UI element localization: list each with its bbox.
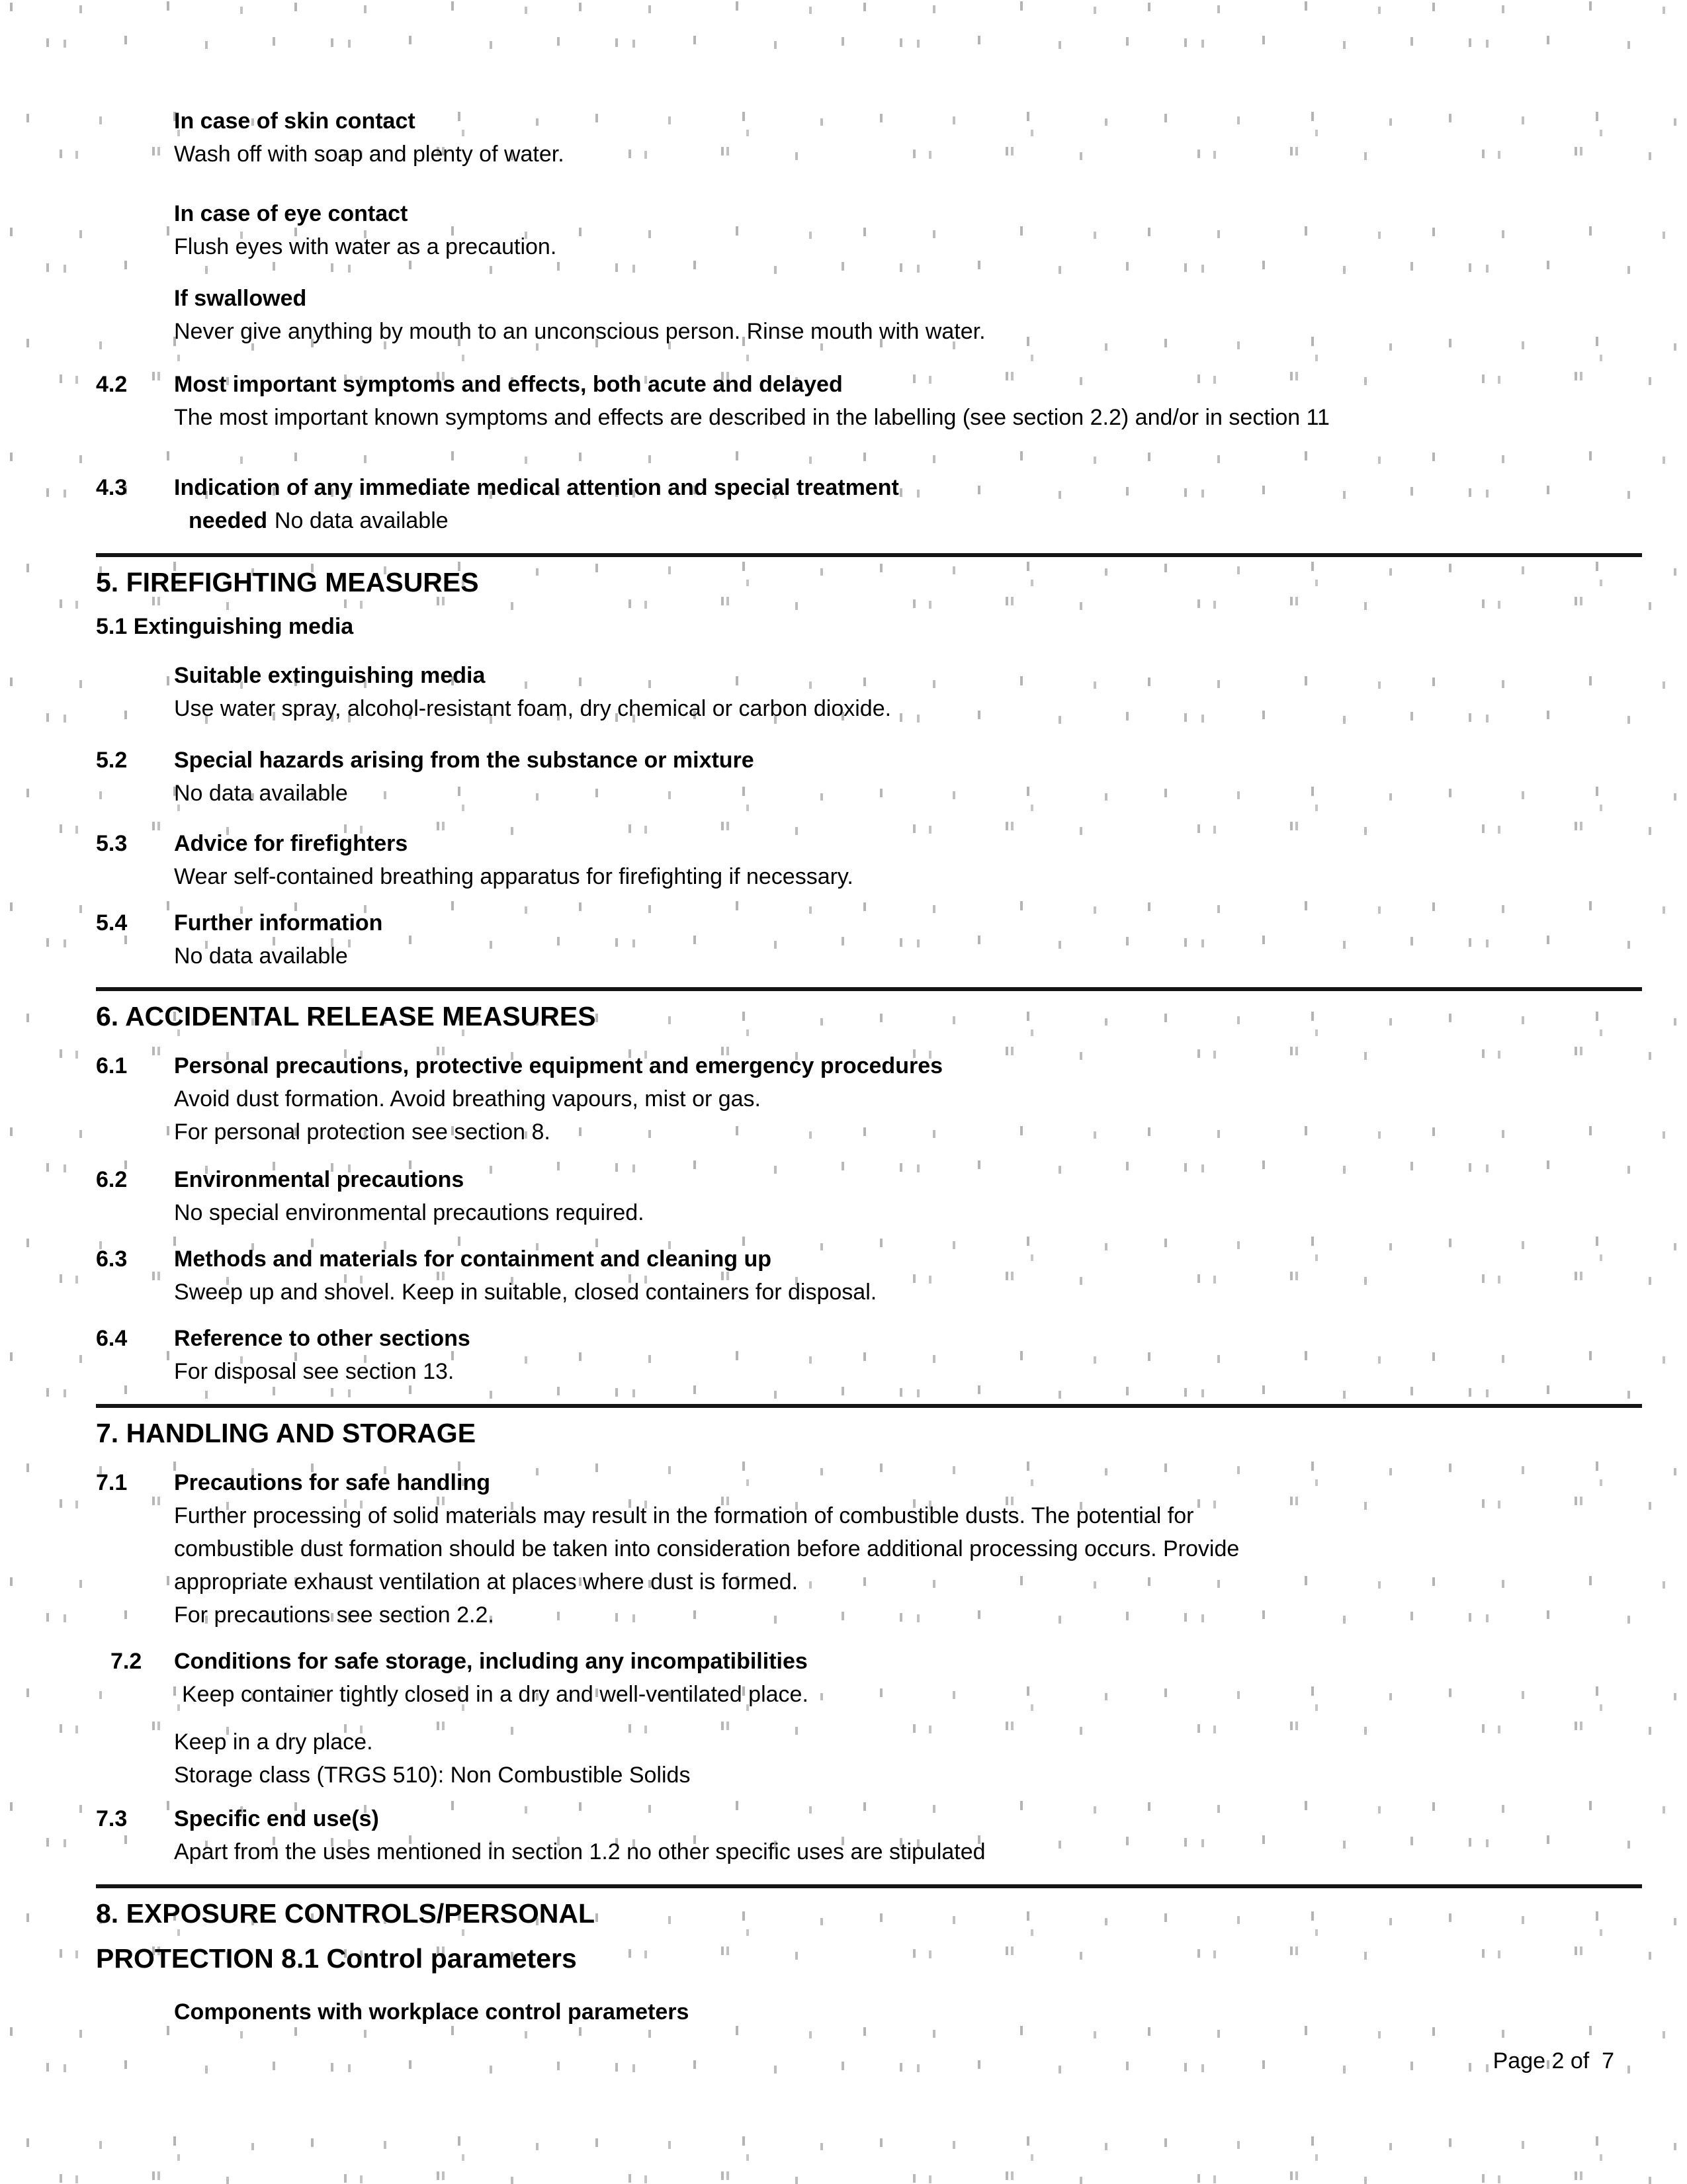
first-aid-eye-contact [174, 197, 1642, 263]
subsection-text: Further processing of solid materials may result in the formation of combustible dusts. The potential for [174, 1503, 1194, 1528]
subsection-text: Flush eyes with water as a precaution. [174, 234, 557, 259]
subsection-heading: Precautions for safe handling [174, 1470, 490, 1495]
subsection-content [174, 827, 1642, 893]
section-divider [96, 1884, 1642, 1888]
subsection-text: Apart from the uses mentioned in section 1.2 no other specific uses are stipulated [174, 1839, 986, 1864]
section-5-header: 5. FIREFIGHTING MEASURES [96, 567, 479, 597]
subsection-heading: Personal precautions, protective equipment and emergency procedures [174, 1053, 943, 1078]
subsection-heading: Advice for firefighters [174, 831, 408, 856]
subsection-text: For precautions see section 2.2. [174, 1602, 494, 1628]
subsection-content [174, 1466, 1642, 1632]
subsection-7-1 [96, 1466, 1642, 1632]
subsection-text: Wear self-contained breathing apparatus for firefighting if necessary. [174, 864, 853, 889]
suitable-extinguishing-media [174, 659, 1642, 725]
subsection-number: 6.3 [96, 1246, 128, 1272]
subsection-content [174, 368, 1642, 434]
subsection-5-2 [96, 744, 1642, 810]
subsection-content [174, 1163, 1642, 1229]
subsection-4-3 [96, 471, 1642, 537]
subsection-6-1 [96, 1049, 1642, 1149]
section-4-first-aid-continued [96, 105, 1642, 537]
subsection-content [174, 1049, 1642, 1149]
subsection-heading: Indication of any immediate medical attention and special treatment [174, 475, 899, 500]
subsection-number: 7.3 [96, 1806, 128, 1831]
subsection-content [174, 471, 1642, 537]
subsection-number: 5.2 [96, 748, 128, 773]
subsection-6-3 [96, 1243, 1642, 1309]
subsection-heading: Conditions for safe storage, including any incompatibilities [174, 1649, 808, 1674]
subsection-heading: Environmental precautions [174, 1167, 464, 1192]
subsection-5-3 [96, 827, 1642, 893]
subsection-content [174, 744, 1642, 810]
subsection-4-2 [96, 368, 1642, 434]
section-5-firefighting-measures [96, 564, 1642, 973]
subsection-content [174, 906, 1642, 973]
subsection-text: For personal protection see section 8. [174, 1119, 550, 1145]
subsection-heading: In case of skin contact [174, 109, 415, 134]
subsection-number: 4.2 [96, 372, 128, 397]
subsection-number: 7.2 [110, 1649, 142, 1674]
section-7-header: 7. HANDLING AND STORAGE [96, 1418, 476, 1448]
subsection-heading-line2 [189, 504, 1642, 537]
section-divider [96, 987, 1642, 991]
subsection-content [174, 1802, 1642, 1868]
subsection-number: 5.4 [96, 910, 128, 936]
subsection-heading: Specific end use(s) [174, 1806, 379, 1831]
section-divider [96, 1404, 1642, 1408]
section-8-header-line1: 8. EXPOSURE CONTROLS/PERSONAL [96, 1898, 595, 1929]
subsection-heading: If swallowed [174, 286, 307, 311]
subsection-7-2 [96, 1645, 1642, 1792]
subsection-heading: Most important symptoms and effects, both acute and delayed [174, 372, 843, 397]
subsection-text: No data available [174, 943, 348, 969]
subsection-6-2 [96, 1163, 1642, 1229]
subsection-content [174, 1243, 1642, 1309]
subsection-number: 7.1 [96, 1470, 128, 1495]
subsection-heading: Reference to other sections [174, 1326, 470, 1351]
section-divider [96, 553, 1642, 557]
subsection-text: For disposal see section 13. [174, 1359, 454, 1384]
subsection-heading: Methods and materials for containment and cleaning up [174, 1246, 772, 1272]
subsection-text: Avoid dust formation. Avoid breathing vapours, mist or gas. [174, 1086, 761, 1112]
subsection-text: Use water spray, alcohol-resistant foam, dry chemical or carbon dioxide. [174, 696, 892, 721]
subsection-text: No special environmental precautions required. [174, 1200, 644, 1225]
subsection-text: Keep container tightly closed in a dry and well-ventilated place. [182, 1682, 808, 1707]
subsection-text: Wash off with soap and plenty of water. [174, 142, 564, 167]
subsection-text: The most important known symptoms and effects are described in the labelling (see section 2.2) and/or in section 11 [174, 405, 1330, 430]
subsection-text: combustible dust formation should be taken into consideration before additional processing occurs. Provide [174, 1536, 1240, 1561]
first-aid-swallowed [174, 282, 1642, 348]
subsection-number: 4.3 [96, 475, 128, 500]
subsection-text: No data available [174, 781, 348, 806]
subsection-heading: In case of eye contact [174, 201, 408, 226]
subsection-7-3 [96, 1802, 1642, 1868]
subsection-heading: Special hazards arising from the substance or mixture [174, 748, 754, 773]
subsection-heading: Further information [174, 910, 383, 936]
subsection-5-1-heading: 5.1 Extinguishing media [96, 614, 354, 639]
subsection-number: 6.4 [96, 1326, 128, 1351]
subsection-number: 6.1 [96, 1053, 128, 1078]
first-aid-skin-contact [174, 105, 1642, 171]
subsection-content [174, 1322, 1642, 1388]
section-6-accidental-release [96, 998, 1642, 1388]
subsection-heading-bold: needed [189, 508, 268, 533]
section-6-header: 6. ACCIDENTAL RELEASE MEASURES [96, 1001, 596, 1031]
subsection-text: appropriate exhaust ventilation at places where dust is formed. [174, 1569, 799, 1594]
subsection-text: Keep in a dry place. [174, 1729, 373, 1755]
subsection-text: Never give anything by mouth to an unconscious person. Rinse mouth with water. [174, 319, 986, 344]
subsection-text: No data available [274, 508, 449, 533]
page-number: Page 2 of 7 [1492, 2048, 1614, 2074]
subsection-text: Sweep up and shovel. Keep in suitable, closed containers for disposal. [174, 1280, 877, 1305]
subsection-number: 6.2 [96, 1167, 128, 1192]
subsection-number: 5.3 [96, 831, 128, 856]
subsection-content [174, 1645, 1642, 1792]
section-7-handling-storage [96, 1415, 1642, 1868]
subsection-text: Storage class (TRGS 510): Non Combustible Solids [174, 1763, 691, 1788]
subsection-6-4 [96, 1322, 1642, 1388]
components-control-parameters-heading: Components with workplace control parameters [174, 1999, 689, 2025]
subsection-5-4 [96, 906, 1642, 973]
subsection-heading: Suitable extinguishing media [174, 663, 486, 688]
section-8-header-line2: PROTECTION 8.1 Control parameters [96, 1943, 577, 1974]
section-8-exposure-controls [96, 1895, 1642, 2029]
